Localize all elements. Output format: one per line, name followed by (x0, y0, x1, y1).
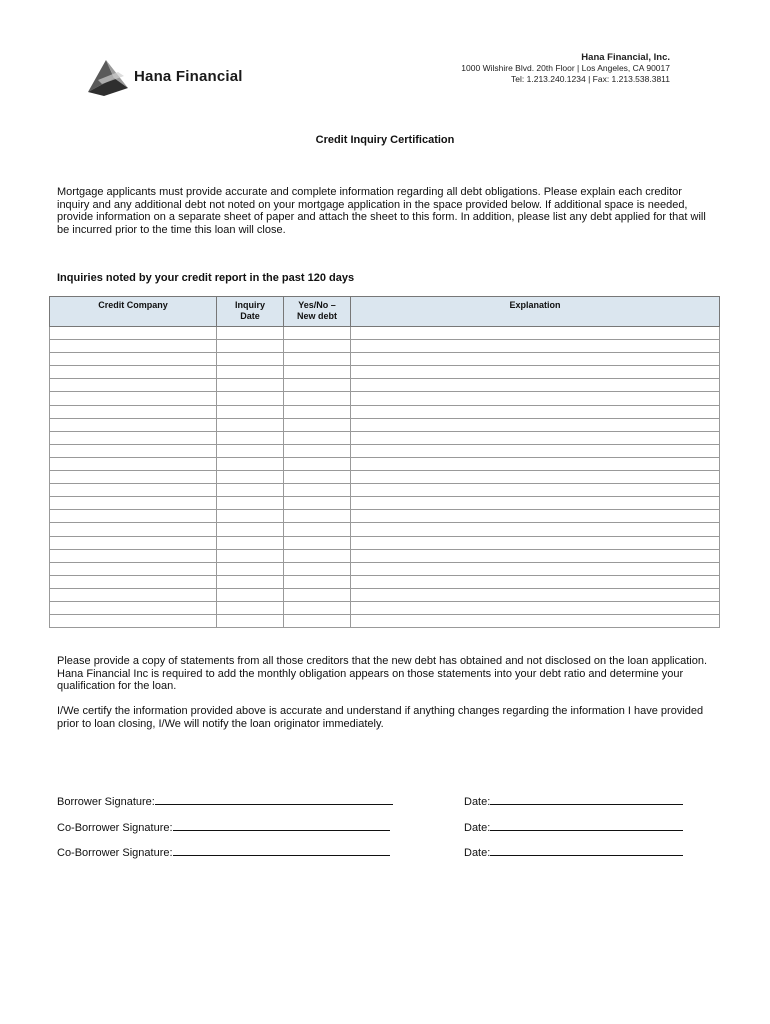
coborrower-signature-line-1[interactable] (173, 819, 390, 831)
borrower-date-line[interactable] (490, 793, 683, 805)
cell-inquiry-date[interactable] (217, 405, 284, 418)
coborrower-date-field-2[interactable] (464, 844, 683, 859)
borrower-signature-label: Borrower Signature: (57, 796, 155, 808)
cell-new-debt[interactable] (284, 549, 351, 562)
cell-credit-company[interactable] (50, 471, 217, 484)
cell-inquiry-date[interactable] (217, 418, 284, 431)
cell-new-debt[interactable] (284, 418, 351, 431)
cell-inquiry-date[interactable] (217, 523, 284, 536)
col-header-inquiry-date: Inquiry Date (217, 297, 284, 327)
cell-new-debt[interactable] (284, 444, 351, 457)
table-row (50, 379, 720, 392)
cell-inquiry-date[interactable] (217, 510, 284, 523)
cell-credit-company[interactable] (50, 575, 217, 588)
company-phone-fax: Tel: 1.213.240.1234 | Fax: 1.213.538.3811 (511, 74, 670, 84)
table-row (50, 588, 720, 601)
table-row (50, 444, 720, 457)
cell-new-debt[interactable] (284, 588, 351, 601)
cell-explanation[interactable] (351, 549, 720, 562)
cell-credit-company[interactable] (50, 340, 217, 353)
cell-new-debt[interactable] (284, 484, 351, 497)
cell-explanation[interactable] (351, 379, 720, 392)
coborrower-signature-field-1[interactable] (57, 819, 390, 834)
table-row (50, 340, 720, 353)
cell-credit-company[interactable] (50, 615, 217, 628)
cell-inquiry-date[interactable] (217, 379, 284, 392)
cell-credit-company[interactable] (50, 379, 217, 392)
coborrower-date-line-1[interactable] (490, 819, 683, 831)
cell-credit-company[interactable] (50, 444, 217, 457)
cell-new-debt[interactable] (284, 340, 351, 353)
cell-explanation[interactable] (351, 588, 720, 601)
table-row (50, 353, 720, 366)
cell-credit-company[interactable] (50, 392, 217, 405)
cell-credit-company[interactable] (50, 536, 217, 549)
cell-explanation[interactable] (351, 353, 720, 366)
coborrower-date-field-1[interactable] (464, 819, 683, 834)
cell-credit-company[interactable] (50, 405, 217, 418)
cell-credit-company[interactable] (50, 418, 217, 431)
cell-new-debt[interactable] (284, 353, 351, 366)
cell-explanation[interactable] (351, 562, 720, 575)
cell-inquiry-date[interactable] (217, 431, 284, 444)
table-row (50, 327, 720, 340)
company-info (461, 52, 670, 85)
cell-credit-company[interactable] (50, 497, 217, 510)
coborrower-signature-line-2[interactable] (173, 844, 390, 856)
table-row (50, 366, 720, 379)
cell-inquiry-date[interactable] (217, 615, 284, 628)
cell-new-debt[interactable] (284, 405, 351, 418)
company-address: 1000 Wilshire Blvd. 20th Floor | Los Angeles, CA 90017 (461, 63, 670, 73)
company-name: Hana Financial, Inc. (581, 52, 670, 63)
coborrower-date-label-1: Date: (464, 822, 491, 834)
table-row (50, 510, 720, 523)
table-row (50, 484, 720, 497)
cell-explanation[interactable] (351, 523, 720, 536)
table-row (50, 615, 720, 628)
table-row (50, 418, 720, 431)
coborrower-signature-label-2: Co-Borrower Signature: (57, 847, 173, 859)
cell-inquiry-date[interactable] (217, 444, 284, 457)
table-row (50, 392, 720, 405)
col-header-credit-company: Credit Company (50, 297, 217, 327)
cell-credit-company[interactable] (50, 601, 217, 614)
cell-new-debt[interactable] (284, 366, 351, 379)
borrower-date-label: Date: (464, 796, 491, 808)
cell-explanation[interactable] (351, 444, 720, 457)
cell-inquiry-date[interactable] (217, 366, 284, 379)
table-row (50, 431, 720, 444)
cell-explanation[interactable] (351, 497, 720, 510)
cell-explanation[interactable] (351, 418, 720, 431)
cell-explanation[interactable] (351, 536, 720, 549)
cell-credit-company[interactable] (50, 353, 217, 366)
statements-paragraph: Please provide a copy of statements from all those creditors that the new debt has obtained and not disclosed on the loan application. Hana Financial Inc is required to add the monthly obligation appears on those statements into your debt ratio and determine your qualification for the loan. (57, 655, 708, 692)
cell-inquiry-date[interactable] (217, 562, 284, 575)
coborrower-date-line-2[interactable] (490, 844, 683, 856)
table-row (50, 536, 720, 549)
table-row (50, 523, 720, 536)
cell-credit-company[interactable] (50, 457, 217, 470)
cell-inquiry-date[interactable] (217, 536, 284, 549)
cell-explanation[interactable] (351, 340, 720, 353)
cell-explanation[interactable] (351, 366, 720, 379)
cell-credit-company[interactable] (50, 523, 217, 536)
cell-explanation[interactable] (351, 484, 720, 497)
cell-inquiry-date[interactable] (217, 497, 284, 510)
inquiry-table (49, 296, 720, 628)
borrower-signature-field[interactable] (57, 793, 393, 808)
borrower-date-field[interactable] (464, 793, 683, 808)
cell-explanation[interactable] (351, 392, 720, 405)
cell-explanation[interactable] (351, 601, 720, 614)
cell-inquiry-date[interactable] (217, 575, 284, 588)
cell-new-debt[interactable] (284, 575, 351, 588)
cell-inquiry-date[interactable] (217, 588, 284, 601)
cell-credit-company[interactable] (50, 431, 217, 444)
cell-inquiry-date[interactable] (217, 353, 284, 366)
cell-explanation[interactable] (351, 405, 720, 418)
cell-credit-company[interactable] (50, 366, 217, 379)
cell-inquiry-date[interactable] (217, 601, 284, 614)
cell-explanation[interactable] (351, 615, 720, 628)
cell-credit-company[interactable] (50, 588, 217, 601)
cell-credit-company[interactable] (50, 484, 217, 497)
cell-explanation[interactable] (351, 471, 720, 484)
cell-credit-company[interactable] (50, 327, 217, 340)
cell-explanation[interactable] (351, 575, 720, 588)
cell-inquiry-date[interactable] (217, 457, 284, 470)
cell-new-debt[interactable] (284, 457, 351, 470)
coborrower-signature-label-1: Co-Borrower Signature: (57, 822, 173, 834)
cell-credit-company[interactable] (50, 510, 217, 523)
cell-inquiry-date[interactable] (217, 471, 284, 484)
cell-explanation[interactable] (351, 327, 720, 340)
cell-inquiry-date[interactable] (217, 392, 284, 405)
table-row (50, 601, 720, 614)
table-row (50, 405, 720, 418)
cell-new-debt[interactable] (284, 615, 351, 628)
table-row (50, 497, 720, 510)
cell-new-debt[interactable] (284, 392, 351, 405)
col-header-explanation: Explanation (351, 297, 720, 327)
inquiries-heading: Inquiries noted by your credit report in the past 120 days (57, 272, 355, 284)
table-row (50, 457, 720, 470)
table-row (50, 575, 720, 588)
table-row (50, 562, 720, 575)
table-header-row (50, 297, 720, 327)
coborrower-signature-field-2[interactable] (57, 844, 390, 859)
cell-new-debt[interactable] (284, 379, 351, 392)
cell-credit-company[interactable] (50, 549, 217, 562)
logo-mark-icon (84, 58, 132, 98)
certify-paragraph: I/We certify the information provided above is accurate and understand if anything changes regarding the information I have provided prior to loan closing, I/We will notify the loan originator immediately. (57, 705, 704, 730)
cell-new-debt[interactable] (284, 327, 351, 340)
cell-new-debt[interactable] (284, 601, 351, 614)
logo-text: Hana Financial (134, 68, 243, 85)
borrower-signature-line[interactable] (155, 793, 393, 805)
cell-inquiry-date[interactable] (217, 340, 284, 353)
hana-financial-logo (84, 58, 274, 98)
table-row (50, 549, 720, 562)
cell-inquiry-date[interactable] (217, 484, 284, 497)
page-title: Credit Inquiry Certification (315, 134, 455, 146)
cell-new-debt[interactable] (284, 510, 351, 523)
cell-inquiry-date[interactable] (217, 549, 284, 562)
cell-new-debt[interactable] (284, 431, 351, 444)
cell-new-debt[interactable] (284, 497, 351, 510)
cell-new-debt[interactable] (284, 471, 351, 484)
col-header-new-debt: Yes/No – New debt (284, 297, 351, 327)
cell-explanation[interactable] (351, 510, 720, 523)
cell-inquiry-date[interactable] (217, 327, 284, 340)
cell-explanation[interactable] (351, 431, 720, 444)
intro-paragraph: Mortgage applicants must provide accurate and complete information regarding all debt obligations. Please explain each creditor inquiry and any additional debt not noted on your mortgage application in the space provided below. If additional space is needed, provide information on a separate sheet of paper and attach the sheet to this form. In addition, please list any debt applied for that will be incurred prior to the time this loan will close. (57, 186, 706, 236)
cell-new-debt[interactable] (284, 536, 351, 549)
cell-credit-company[interactable] (50, 562, 217, 575)
table-row (50, 471, 720, 484)
cell-new-debt[interactable] (284, 523, 351, 536)
coborrower-date-label-2: Date: (464, 847, 491, 859)
cell-new-debt[interactable] (284, 562, 351, 575)
cell-explanation[interactable] (351, 457, 720, 470)
